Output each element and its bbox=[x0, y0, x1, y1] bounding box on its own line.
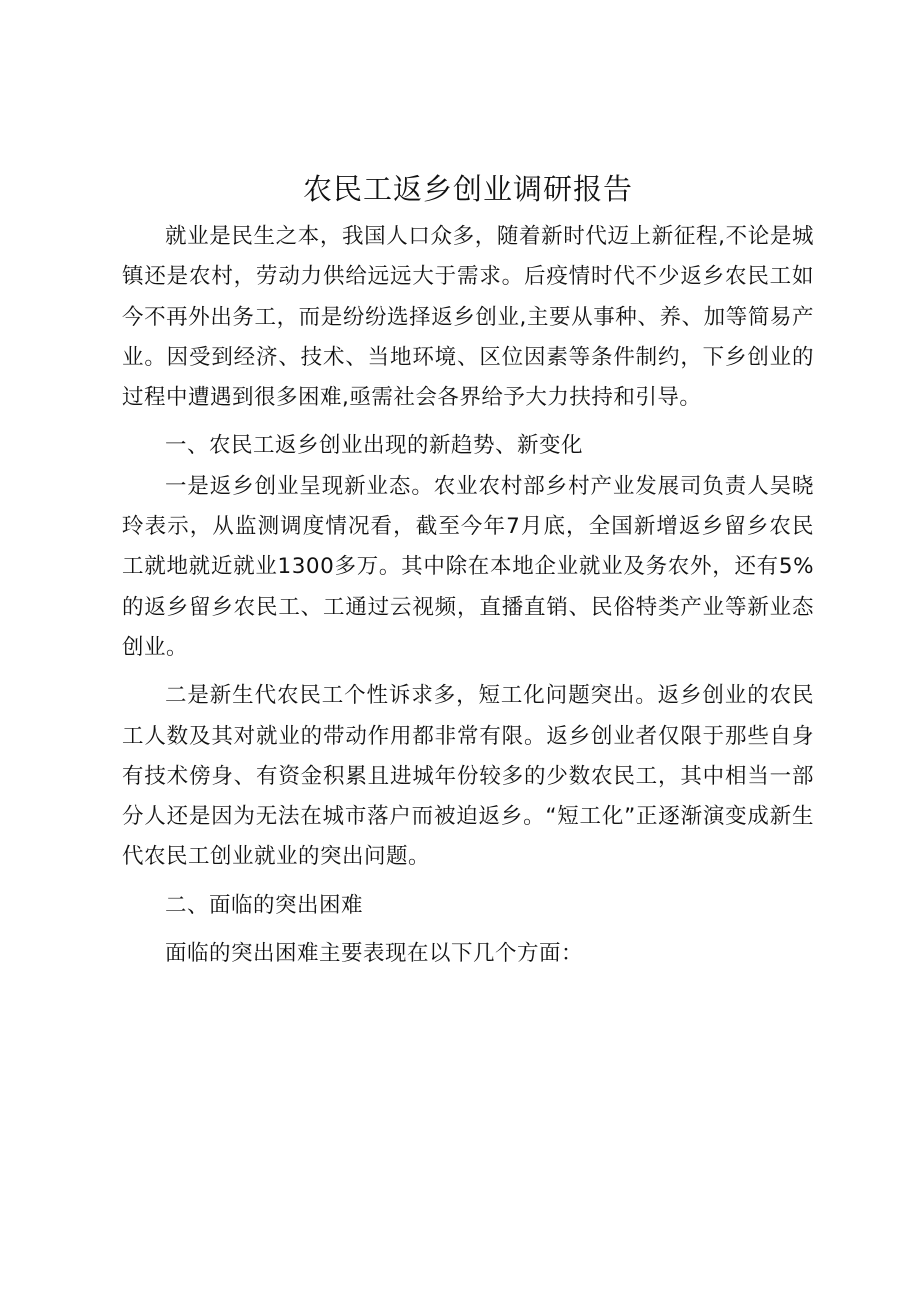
section-1-paragraph-1: 一是返乡创业呈现新业态。农业农村部乡村产业发展司负责人吴晓玲表示，从监测调度情况看，截至今年7月底，全国新增返乡留乡农民工就地就近就业1300多万。其中除在本地企业就业及务农外，还有5%的返乡留乡农民工、工通过云视频，直播直销、民俗特类产业等新业态创业。 bbox=[122, 473, 814, 660]
document-page bbox=[122, 165, 814, 974]
intro-paragraph: 就业是民生之本，我国人口众多，随着新时代迈上新征程,不论是城镇还是农村，劳动力供给远远大于需求。后疫情时代不少返乡农民工如今不再外出务工，而是纷纷选择返乡创业,主要从事种、养、加等简易产业。因受到经济、技术、当地环境、区位因素等条件制约，下乡创业的过程中遭遇到很多困难,亟需社会各界给予大力扶持和引导。 bbox=[122, 224, 814, 411]
section-1-heading: 一、农民工返乡创业出现的新趋势、新变化 bbox=[165, 433, 584, 459]
section-2-paragraph-1: 面临的突出困难主要表现在以下几个方面： bbox=[165, 941, 584, 967]
section-1-paragraph-2: 二是新生代农民工个性诉求多，短工化问题突出。返乡创业的农民工人数及其对就业的带动作用都非常有限。返乡创业者仅限于那些自身有技术傍身、有资金积累且进城年份较多的少数农民工，其中相当一部分人还是因为无法在城市落户而被迫返乡。“短工化”正逐渐演变成新生代农民工创业就业的突出问题。 bbox=[122, 683, 814, 870]
document-title: 农民工返乡创业调研报告 bbox=[302, 172, 633, 206]
section-2-heading: 二、面临的突出困难 bbox=[165, 892, 364, 918]
